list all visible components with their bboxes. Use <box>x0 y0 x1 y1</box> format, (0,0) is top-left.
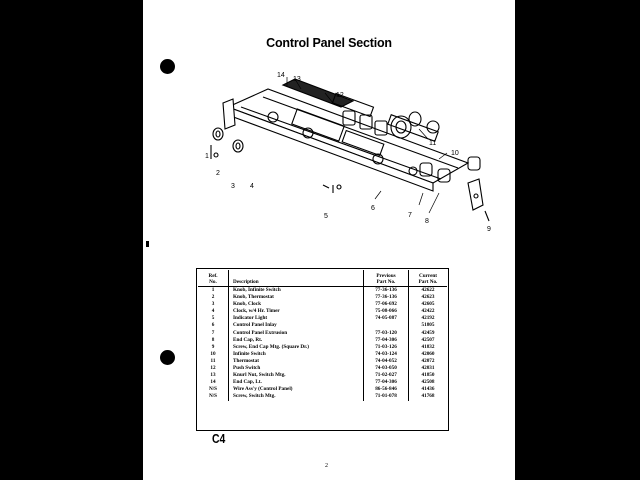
table-header-row <box>198 270 447 287</box>
table-row: 2 Knob, Thermostat 77-36-136 42623 <box>198 294 447 301</box>
table-row: 5 Indicator Light 74-05-087 42192 <box>198 315 447 322</box>
knobs-left-group <box>211 128 243 159</box>
table-row: 6 Control Panel Inlay 51805 <box>198 322 447 329</box>
end-cap-left <box>223 99 235 129</box>
table-row: 11 Thermostat 74-04-052 42072 <box>198 358 447 365</box>
callout-10: 10 <box>451 150 459 157</box>
exploded-parts-diagram <box>183 55 503 245</box>
table-row: 1 Knob, Infinite Switch 77-36-136 42622 <box>198 287 447 295</box>
parts-table <box>198 270 447 401</box>
page-title: Control Panel Section <box>266 36 392 50</box>
callout-9: 9 <box>487 226 491 233</box>
table-row: 13 Knurl Nut, Switch Mtg. 71-02-027 41850 <box>198 372 447 379</box>
callout-6: 6 <box>371 205 375 212</box>
end-cap-right <box>468 179 489 221</box>
header-description: Description <box>229 270 364 287</box>
callout-5: 5 <box>324 213 328 220</box>
binder-hole-top <box>160 59 175 74</box>
table-row: 9 Screw, End Cap Mtg. (Square Dr.) 71-03-126 41832 <box>198 344 447 351</box>
callout-7: 7 <box>408 212 412 219</box>
header-previous-part: Previous Part No. <box>364 270 409 287</box>
callout-13: 13 <box>293 76 301 83</box>
callout-12: 12 <box>336 92 344 99</box>
table-row: N/S Screw, Switch Mtg. 71-01-078 41768 <box>198 393 447 400</box>
callout-1: 1 <box>205 153 209 160</box>
table-row: 3 Knob, Clock 77-06-692 42605 <box>198 301 447 308</box>
header-ref: Ref. No. <box>198 270 229 287</box>
page-number: 2 <box>325 463 328 469</box>
callout-11: 11 <box>429 140 437 147</box>
parts-page <box>143 0 515 480</box>
callout-2: 2 <box>216 170 220 177</box>
binder-hole-bottom <box>160 350 175 365</box>
callout-14: 14 <box>277 72 285 79</box>
table-row: 8 End Cap, Rt. 77-04-306 42507 <box>198 337 447 344</box>
callout-4: 4 <box>250 183 254 190</box>
indicator-light <box>323 185 341 193</box>
parts-table-body <box>198 287 447 401</box>
header-current-part: Current Part No. <box>409 270 448 287</box>
table-row: 14 End Cap, Lt. 77-04-306 42508 <box>198 379 447 386</box>
table-row: 7 Control Panel Extrusion 77-03-120 42459 <box>198 330 447 337</box>
callout-3: 3 <box>231 183 235 190</box>
table-row: 4 Clock, w/4 Hr. Timer 75-08-066 42422 <box>198 308 447 315</box>
table-row: 12 Push Switch 74-03-050 42031 <box>198 365 447 372</box>
table-row: 10 Infinite Switch 74-03-124 42060 <box>198 351 447 358</box>
callout-8: 8 <box>425 218 429 225</box>
section-code: C4 <box>212 431 226 446</box>
table-row: N/S Wire Ass'y (Control Panel) 86-56-846 41436 <box>198 386 447 393</box>
edge-mark <box>146 241 149 247</box>
